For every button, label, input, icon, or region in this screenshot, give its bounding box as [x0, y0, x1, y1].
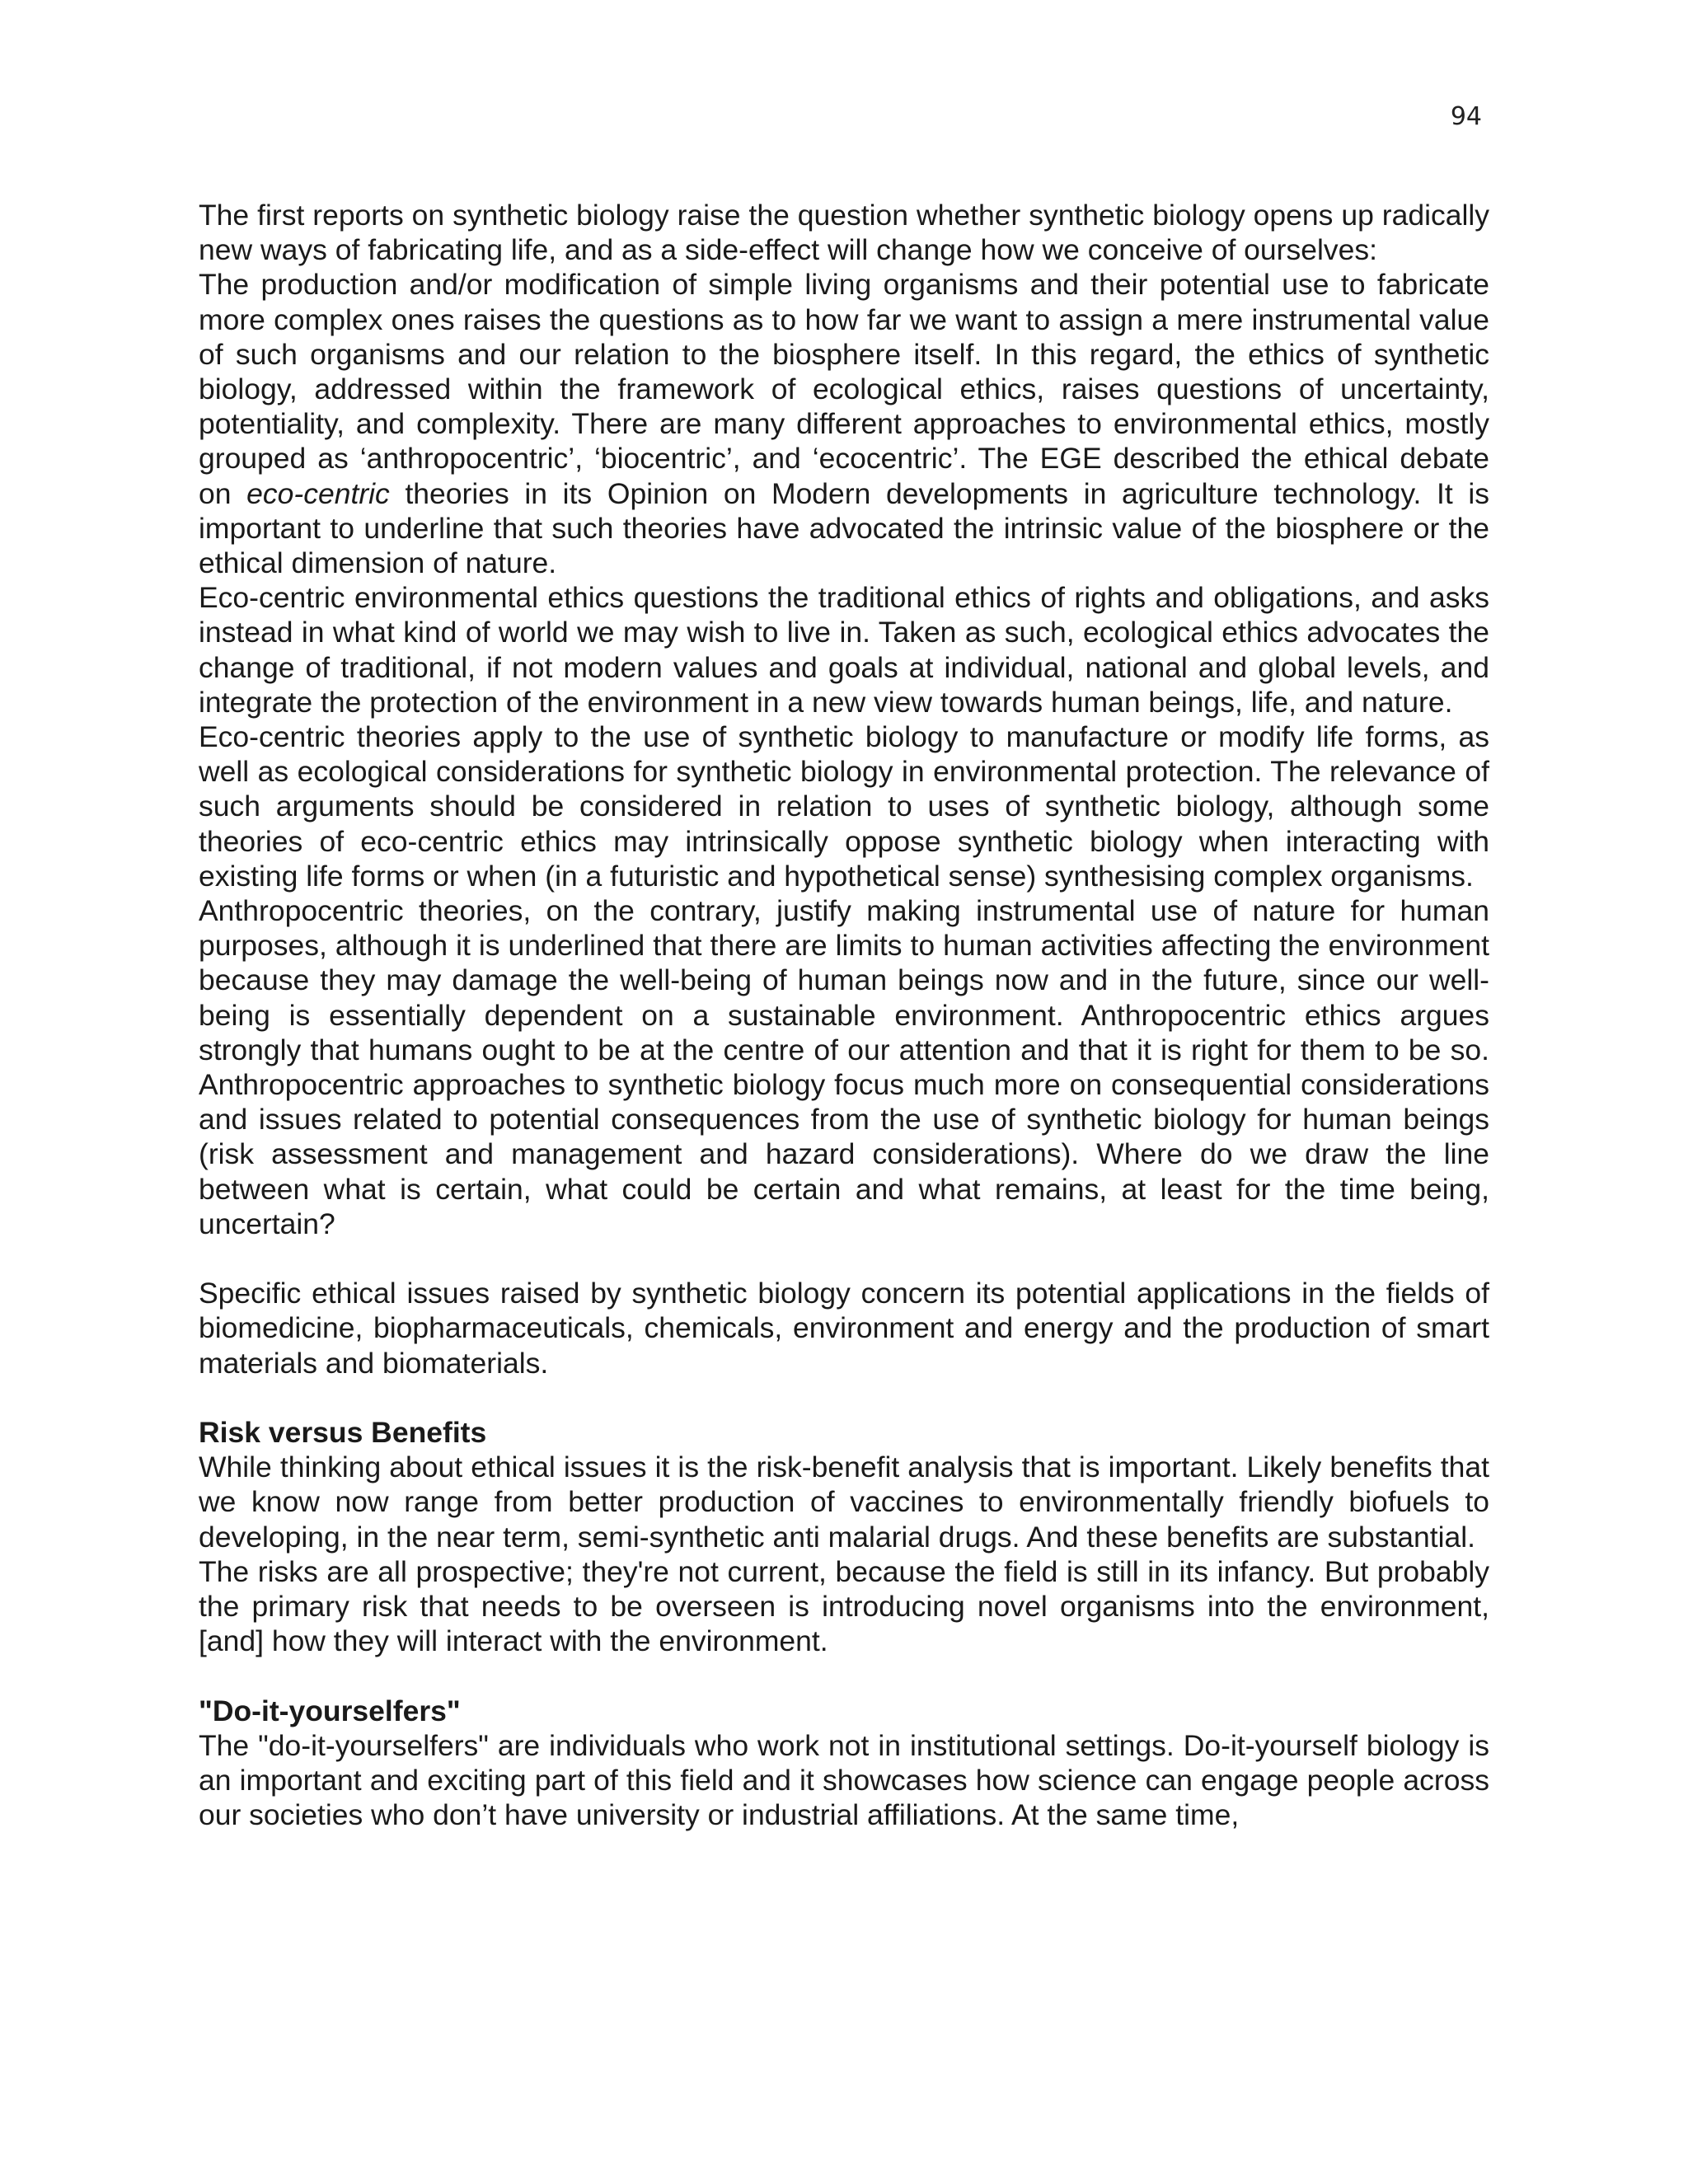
section-heading-diy: "Do-it-yourselfers": [199, 1694, 461, 1727]
italic-term: eco-centric: [246, 476, 390, 510]
paragraph-eco-centric-theories: Eco-centric theories apply to the use of synthetic biology to manufacture or modify life forms, as well as ecological considerations for synthetic biology in environmental protection. The relevance of such arguments should be considered in relation to uses of synthetic biology, although some theories of eco-centric ethics may intrinsically oppose synthetic biology when interacting with existing life forms or when (in a futuristic and hypothetical sense) synthesising complex organisms.: [199, 720, 1489, 893]
page-number: 94: [1450, 102, 1482, 131]
paragraph-text: theories in its Opinion on Modern developments in agriculture technology. It is important to underline that such theories have advocated the intrinsic value of the biosphere or the ethical dimension of nature.: [199, 476, 1490, 580]
paragraph-intro: The first reports on synthetic biology raise the question whether synthetic biology opens up radically new ways of fabricating life, and as a side-effect will change how we conceive of ourselves:: [199, 199, 1489, 267]
paragraph-risk-benefit: While thinking about ethical issues it is the risk-benefit analysis that is important. Likely benefits that we know now range from better production of vaccines to environmentally friendly biofuels to developing, in the near term, semi-synthetic anti malarial drugs. And these benefits are substantial.: [199, 1451, 1489, 1554]
paragraph-specific-issues: Specific ethical issues raised by synthetic biology concern its potential applications in the fields of biomedicine, biopharmaceuticals, chemicals, environment and energy and the production of smart materials and biomaterials.: [199, 1277, 1489, 1380]
paragraph-risks: The risks are all prospective; they're not current, because the field is still in its infancy. But probably the primary risk that needs to be overseen is introducing novel organisms into the environment, [and] how they will interact with the environment.: [199, 1554, 1489, 1658]
paragraph-eco-centric-ethics: Eco-centric environmental ethics questions the traditional ethics of rights and obligations, and asks instead in what kind of world we may wish to live in. Taken as such, ecological ethics advocates the change of traditional, if not modern values and goals at individual, national and global levels, and integrate the protection of the environment in a new view towards human beings, life, and nature.: [199, 581, 1489, 719]
document-body: [199, 198, 1489, 1833]
paragraph-diy: The "do-it-yourselfers" are individuals who work not in institutional settings. Do-it-yourself biology is an important and exciting part of this field and it showcases how science can engage people across our societies who don’t have university or industrial affiliations. At the same time,: [199, 1728, 1489, 1832]
paragraph-ecological-ethics: [199, 267, 1489, 580]
paragraph-anthropocentric: Anthropocentric theories, on the contrary, justify making instrumental use of nature for human purposes, although it is underlined that there are limits to human activities affecting the environment because they may damage the well-being of human beings now and in the future, since our well-being is essentially dependent on a sustainable environment. Anthropocentric ethics argues strongly that humans ought to be at the centre of our attention and that it is right for them to be so. Anthropocentric approaches to synthetic biology focus much more on consequential considerations and issues related to potential consequences from the use of synthetic biology for human beings (risk assessment and management and hazard considerations). Where do we draw the line between what is certain, what could be certain and what remains, at least for the time being, uncertain?: [199, 894, 1489, 1240]
section-heading-risk: Risk versus Benefits: [199, 1416, 487, 1450]
paragraph-text: The production and/or modification of simple living organisms and their potential use to fabricate more complex ones raises the questions as to how far we want to assign a mere instrumental value of such organisms and our relation to the biosphere itself. In this regard, the ethics of synthetic biology, addressed within the framework of ecological ethics, raises questions of uncertainty, potentiality, and complexity. There are many different approaches to environmental ethics, mostly grouped as ‘anthropocentric’, ‘biocentric’, and ‘ecocentric’. The EGE described the ethical debate on: [199, 268, 1489, 510]
